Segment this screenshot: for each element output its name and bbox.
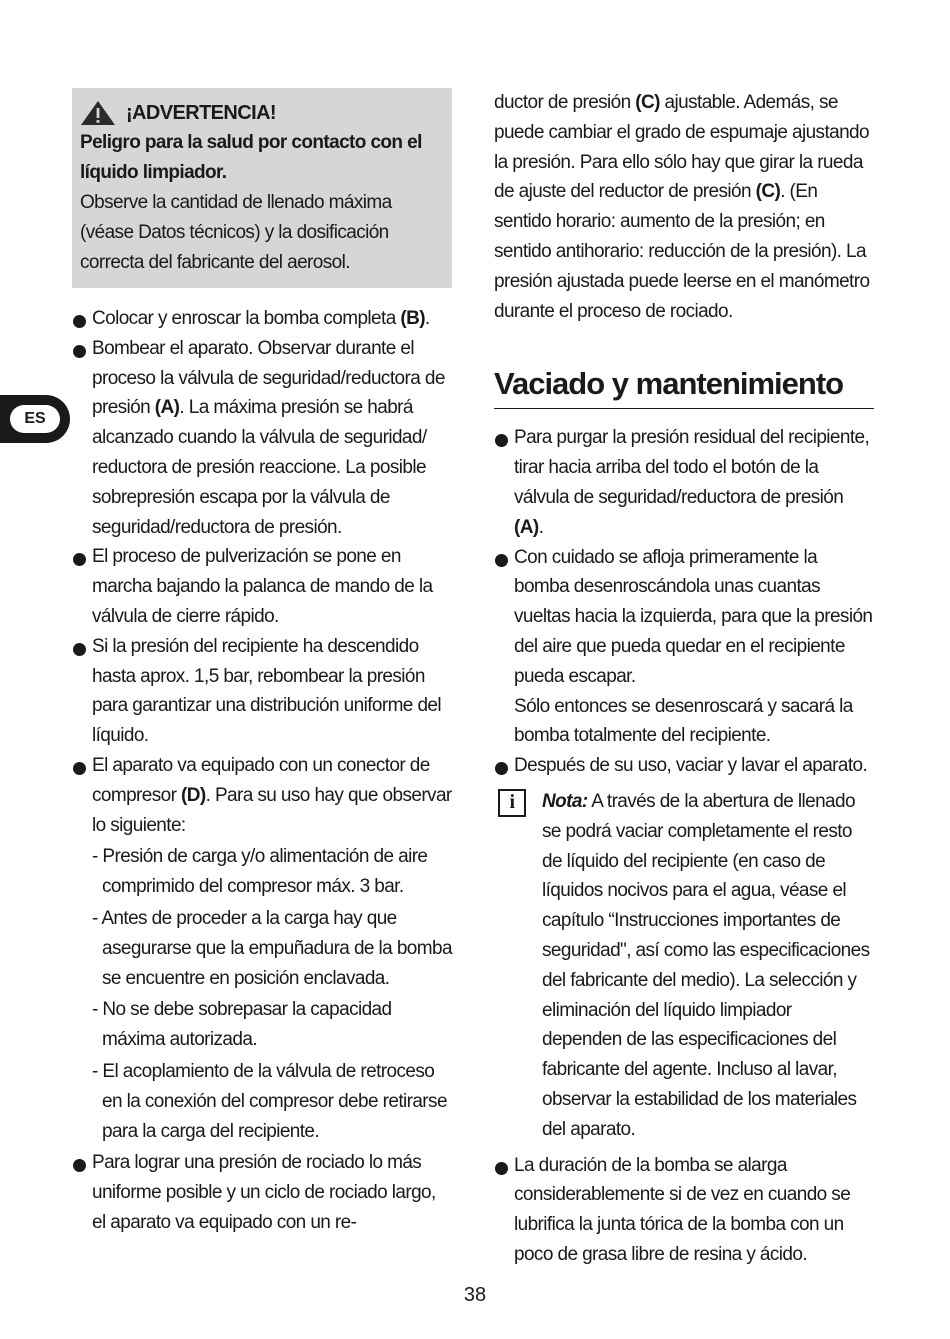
bullet-text: Si la presión del recipiente ha descendido hasta aprox. 1,5 bar, rebombear la presión para garantizar una distribución uniforme del líquido. — [92, 635, 441, 747]
list-item — [494, 751, 874, 781]
left-column — [72, 88, 452, 1238]
reference-label: (A) — [154, 397, 180, 419]
reference-label: (A) — [514, 516, 539, 538]
note-label: Nota: — [542, 790, 588, 812]
right-bullet-list — [494, 423, 874, 781]
sub-list — [92, 842, 452, 1146]
warning-title-row — [80, 98, 444, 128]
section-heading: Vaciado y mantenimiento — [494, 366, 874, 409]
bullet-text-end: . — [538, 516, 544, 538]
bullet-text-end: . La máxima presión se habrá alcanzado cuando la válvula de seguridad/ reductora de presión reaccione. La posible sobrepresión escapa por la válvula de seguridad/reductora de presión. — [92, 397, 427, 538]
list-item — [72, 751, 452, 1146]
sub-list-item: - Antes de proceder a la carga hay que asegurarse que la empuñadura de la bomba se encuentre en posición enclavada. — [92, 907, 452, 989]
bullet-text: Después de su uso, vaciar y lavar el aparato. — [514, 755, 868, 777]
left-bullet-list — [72, 304, 452, 1238]
warning-box — [72, 88, 452, 288]
bullet-text: El aparato va equipado con un conector de compresor — [92, 754, 430, 806]
paragraph-text: ductor de presión — [494, 92, 636, 113]
warning-text: Observe la cantidad de llenado máxima (véase Datos técnicos) y la dosificación correcta del fabricante del aerosol. — [80, 192, 392, 273]
bullet-text: El proceso de pulverización se pone en marcha bajando la palanca de mando de la válvula de cierre rápido. — [92, 546, 433, 627]
list-item — [494, 1151, 874, 1270]
bullet-icon — [495, 554, 508, 567]
bullet-text: Para lograr una presión de rociado lo más uniforme posible y un ciclo de rociado largo, el aparato va equipado con un re- — [92, 1152, 436, 1233]
bullet-text: Colocar y enroscar la bomba completa — [92, 308, 401, 329]
bullet-text: Para purgar la presión residual del recipiente, tirar hacia arriba del todo el botón de la válvula de seguridad/reductora de presión — [514, 427, 870, 508]
list-item — [72, 632, 452, 751]
list-item — [72, 304, 452, 334]
page-number: 38 — [463, 1284, 487, 1306]
sub-list-item: - Presión de carga y/o alimentación de aire comprimido del compresor máx. 3 bar. — [92, 846, 428, 898]
note-block — [494, 787, 874, 1145]
reference-label: (C) — [635, 92, 660, 113]
language-label: ES — [10, 405, 60, 433]
bullet-icon — [73, 762, 86, 775]
list-item — [72, 1148, 452, 1237]
warning-triangle-icon — [80, 100, 116, 126]
bullet-icon — [495, 1162, 508, 1175]
paragraph-text: ajustable. Además, se puede cambiar el grado de espumaje ajustando la presión. Para ello sólo hay que girar la rueda de ajuste del reductor de presión — [494, 92, 869, 203]
bullet-extra-text: Sólo entonces se desenroscará y sacará la bomba totalmente del recipiente. — [514, 695, 853, 747]
language-tab — [0, 395, 70, 443]
bullet-text: Bombear el aparato. Observar durante el proceso la válvula de seguridad/reductora de presión — [92, 337, 445, 419]
warning-bold-text: Peligro para la salud por contacto con el líquido limpiador. — [80, 132, 422, 183]
list-item — [72, 542, 452, 631]
bullet-icon — [73, 1159, 86, 1172]
continued-paragraph — [494, 88, 874, 326]
bullet-icon — [73, 345, 86, 358]
paragraph-text: . (En sentido horario: aumento de la presión; en sentido antihorario: reducción de la presión). La presión ajustada puede leerse en el manómetro durante el proceso de rociado. — [494, 181, 870, 322]
bullet-icon — [495, 762, 508, 775]
right-column — [494, 88, 874, 1270]
sub-list-item: - El acoplamiento de la válvula de retroceso en la conexión del compresor debe retirarse para la carga del recipiente. — [92, 1060, 447, 1142]
reference-label: (B) — [400, 308, 425, 329]
reference-label: (D) — [181, 784, 206, 806]
info-icon: i — [498, 789, 526, 817]
right-bullet-list-2 — [494, 1151, 874, 1270]
reference-label: (C) — [755, 181, 781, 203]
note-text: A través de la abertura de llenado se podrá vaciar completamente el resto de líquido del recipiente (en caso de líquidos nocivos para el agua, véase el capítulo “Instrucciones importantes de seguridad", así como las especificaciones del fabricante del medio). La selección y eliminación del líquido limpiador dependen de las especificaciones del fabricante del agente. Incluso al lavar, observar la estabilidad de los materiales del aparato. — [542, 790, 870, 1140]
list-item — [494, 543, 874, 752]
bullet-text-end: . — [424, 308, 430, 329]
bullet-icon — [73, 315, 86, 328]
warning-title: ¡ADVERTENCIA! — [126, 102, 276, 124]
bullet-icon — [495, 434, 508, 447]
list-item — [72, 334, 452, 543]
bullet-text: La duración de la bomba se alarga considerablemente si de vez en cuando se lubrifica la junta tórica de la bomba con un poco de grasa libre de resina y ácido. — [514, 1154, 851, 1265]
bullet-icon — [73, 553, 86, 566]
list-item — [494, 423, 874, 542]
sub-list-item: - No se debe sobrepasar la capacidad máxima autorizada. — [92, 999, 392, 1051]
bullet-text-end: . Para su uso hay que observar lo siguiente: — [92, 784, 452, 836]
bullet-text: Con cuidado se afloja primeramente la bomba desenroscándola unas cuantas vueltas hacia la izquierda, para que la presión del aire que pueda quedar en el recipiente pueda escapar. — [514, 546, 873, 687]
bullet-icon — [73, 643, 86, 656]
